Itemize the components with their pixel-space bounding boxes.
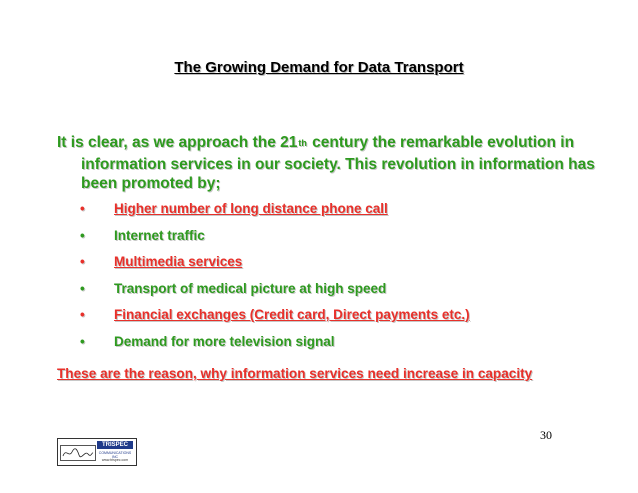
bullet-list <box>80 199 470 358</box>
bullet-icon: • <box>80 307 85 322</box>
trispec-logo-subtitle: COMMUNICATIONS INC <box>98 451 132 459</box>
intro-text-end: century the remarkable evolution in information services in our society. This revolution in information has been promoted by; <box>81 134 595 192</box>
trispec-logo-url: www.trispec.com <box>101 458 129 462</box>
intro-text-start: It is clear, as we approach the 21 <box>57 134 298 151</box>
bullet-icon: • <box>80 201 85 216</box>
bullet-text: Financial exchanges (Credit card, Direct payments etc.) <box>114 307 470 322</box>
intro-superscript: th <box>298 138 307 148</box>
bullet-item <box>80 226 470 253</box>
page-number: 30 <box>540 428 552 442</box>
bullet-text: Demand for more television signal <box>114 333 335 349</box>
bullet-item <box>80 279 470 306</box>
bullet-item <box>80 199 470 226</box>
bullet-text: Transport of medical picture at high speed <box>114 280 387 296</box>
slide-title: The Growing Demand for Data Transport <box>174 59 464 76</box>
footer-logo <box>57 438 137 466</box>
bullet-item <box>80 332 470 359</box>
bullet-icon: • <box>80 254 85 269</box>
bullet-icon: • <box>80 280 85 296</box>
trispec-logo-text: TRISPEC <box>101 442 128 448</box>
bullet-item <box>80 305 470 332</box>
bullet-item <box>80 252 470 279</box>
closing-statement: These are the reason, why information services need increase in capacity <box>57 366 533 381</box>
bullet-text: Multimedia services <box>114 254 243 269</box>
bullet-text: Internet traffic <box>114 227 205 243</box>
intro-paragraph <box>57 133 601 194</box>
bullet-text: Higher number of long distance phone call <box>114 201 388 216</box>
bullet-icon: • <box>80 227 85 243</box>
signature-icon <box>60 445 96 461</box>
bullet-icon: • <box>80 333 85 349</box>
